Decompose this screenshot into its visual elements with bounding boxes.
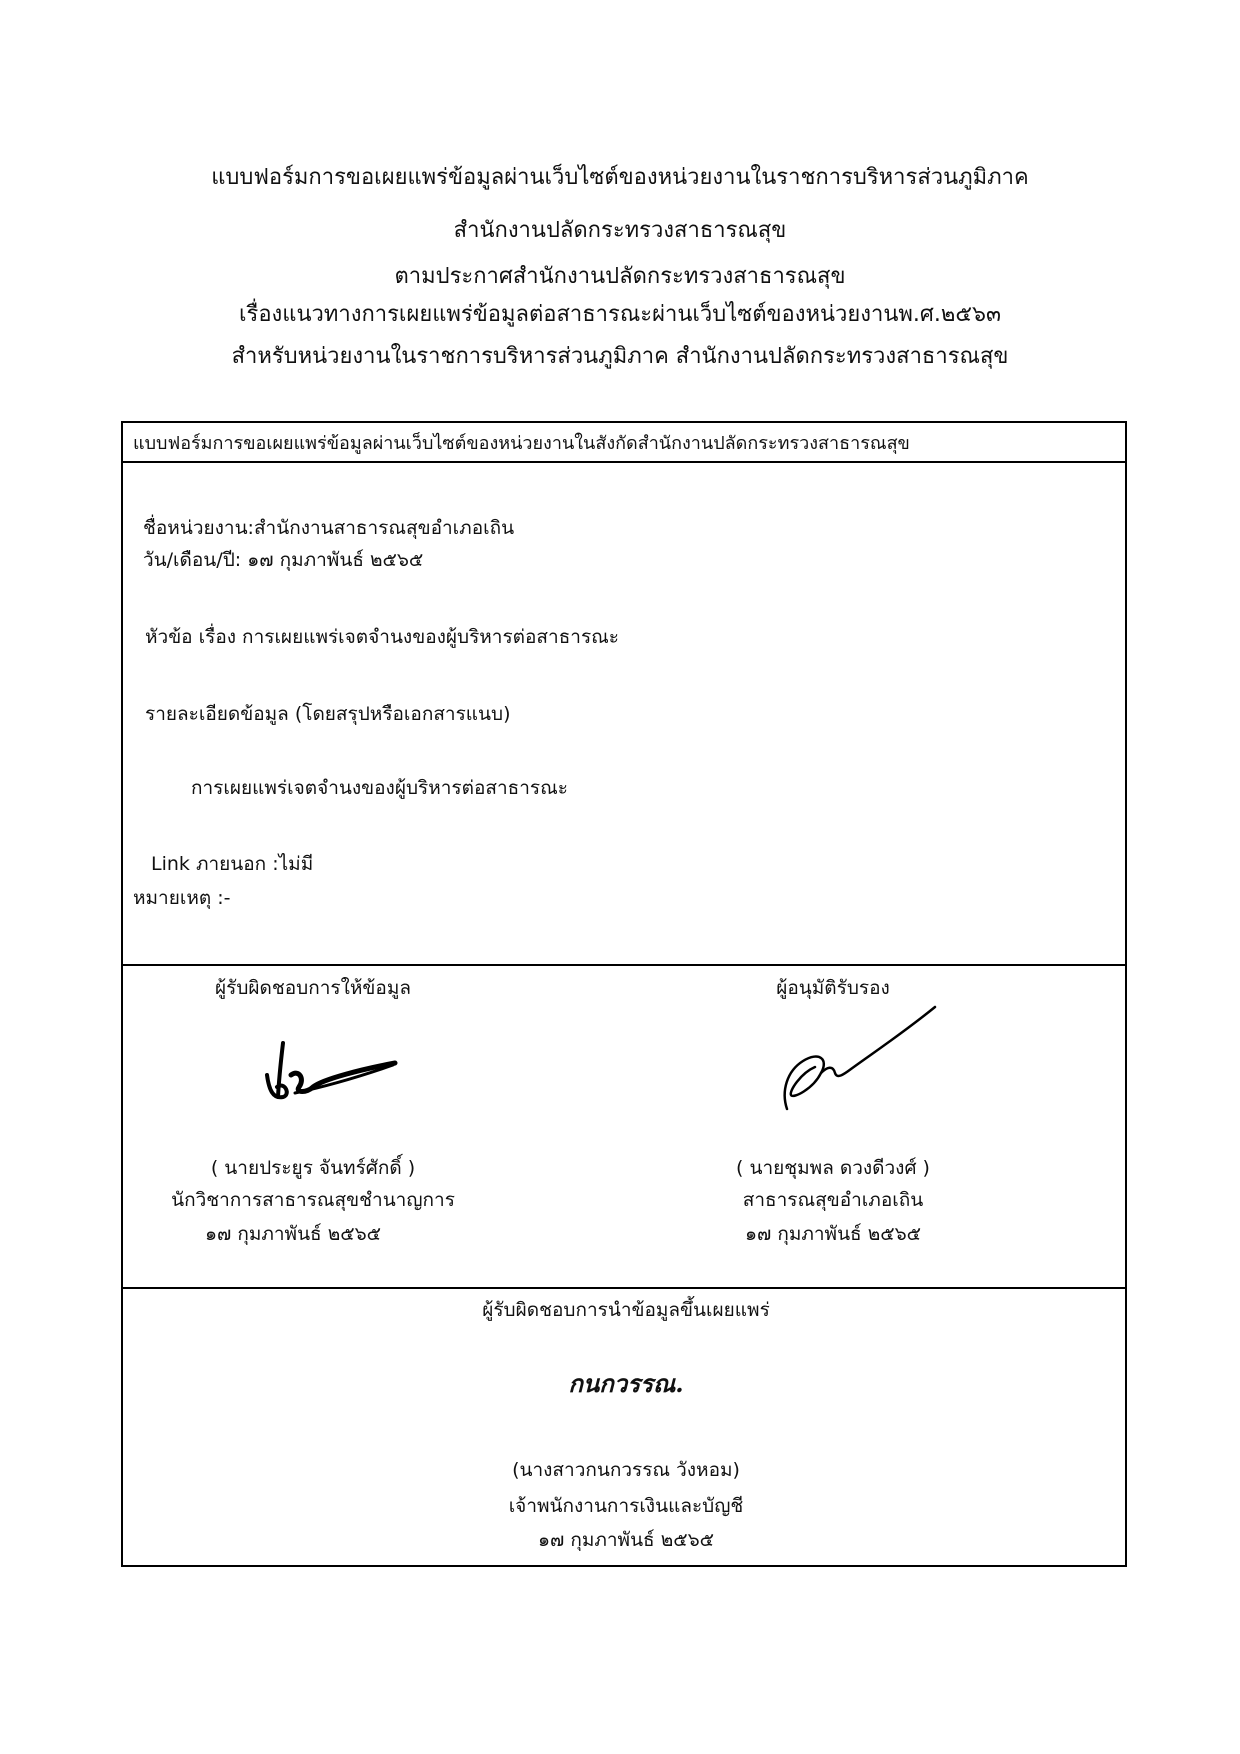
publisher-date: ๑๗ กุมภาพันธ์ ๒๕๖๕ xyxy=(537,1529,715,1551)
responsible-position: นักวิชาการสาธารณสุขชำนาญการ xyxy=(171,1189,455,1211)
responsible-name: ( นายประยูร จันทร์ศักดิ์ ) xyxy=(210,1157,416,1179)
header-line-5: สำหรับหน่วยงานในราชการบริหารส่วนภูมิภาค สำนักงานปลัดกระทรวงสาธารณสุข xyxy=(231,344,1009,369)
form-title: แบบฟอร์มการขอเผยแพร่ข้อมูลผ่านเว็บไซต์ของหน่วยงานในสังกัดสำนักงานปลัดกระทรวงสาธารณสุข xyxy=(133,433,910,454)
divider-publisher xyxy=(123,1287,1125,1289)
responsible-heading: ผู้รับผิดชอบการให้ข้อมูล xyxy=(215,977,411,999)
form-date: วัน/เดือน/ปี: ๑๗ กุมภาพันธ์ ๒๕๖๕ xyxy=(143,549,424,571)
divider-signatures xyxy=(123,964,1125,966)
header-line-1: แบบฟอร์มการขอเผยแพร่ข้อมูลผ่านเว็บไซต์ของหน่วยงานในราชการบริหารส่วนภูมิภาค xyxy=(211,165,1029,190)
approver-name: ( นายชุมพล ดวงดีวงศ์ ) xyxy=(736,1157,930,1179)
responsible-date: ๑๗ กุมภาพันธ์ ๒๕๖๕ xyxy=(204,1223,382,1245)
form-box xyxy=(121,421,1127,1567)
approver-heading: ผู้อนุมัติรับรอง xyxy=(776,977,890,999)
header-line-4: เรื่องแนวทางการเผยแพร่ข้อมูลต่อสาธารณะผ่านเว็บไซต์ของหน่วยงานพ.ศ.๒๕๖๓ xyxy=(238,302,1002,327)
responsible-signature xyxy=(263,1035,413,1105)
header-line-3: ตามประกาศสำนักงานปลัดกระทรวงสาธารณสุข xyxy=(394,264,846,289)
agency-name: ชื่อหน่วยงาน:สำนักงานสาธารณสุขอำเภอเถิน xyxy=(143,517,515,539)
subject: หัวข้อ เรื่อง การเผยแพร่เจตจำนงของผู้บริหารต่อสาธารณะ xyxy=(145,626,619,648)
divider-title xyxy=(123,461,1125,463)
details-text: การเผยแพร่เจตจำนงของผู้บริหารต่อสาธารณะ xyxy=(191,777,568,799)
approver-date: ๑๗ กุมภาพันธ์ ๒๕๖๕ xyxy=(744,1223,922,1245)
approver-signature xyxy=(763,1003,943,1113)
header-line-2: สำนักงานปลัดกระทรวงสาธารณสุข xyxy=(453,218,787,243)
publisher-position: เจ้าพนักงานการเงินและบัญชี xyxy=(508,1495,744,1517)
publisher-signature: กนกวรรณ. xyxy=(568,1369,684,1398)
details-label: รายละเอียดข้อมูล (โดยสรุปหรือเอกสารแนบ) xyxy=(145,703,511,725)
publisher-name: (นางสาวกนกวรรณ วังหอม) xyxy=(512,1459,740,1481)
external-link: Link ภายนอก :ไม่มี xyxy=(151,853,314,875)
approver-position: สาธารณสุขอำเภอเถิน xyxy=(742,1189,924,1211)
publisher-heading: ผู้รับผิดชอบการนำข้อมูลขึ้นเผยแพร่ xyxy=(482,1299,770,1321)
remark: หมายเหตุ :- xyxy=(133,887,231,909)
